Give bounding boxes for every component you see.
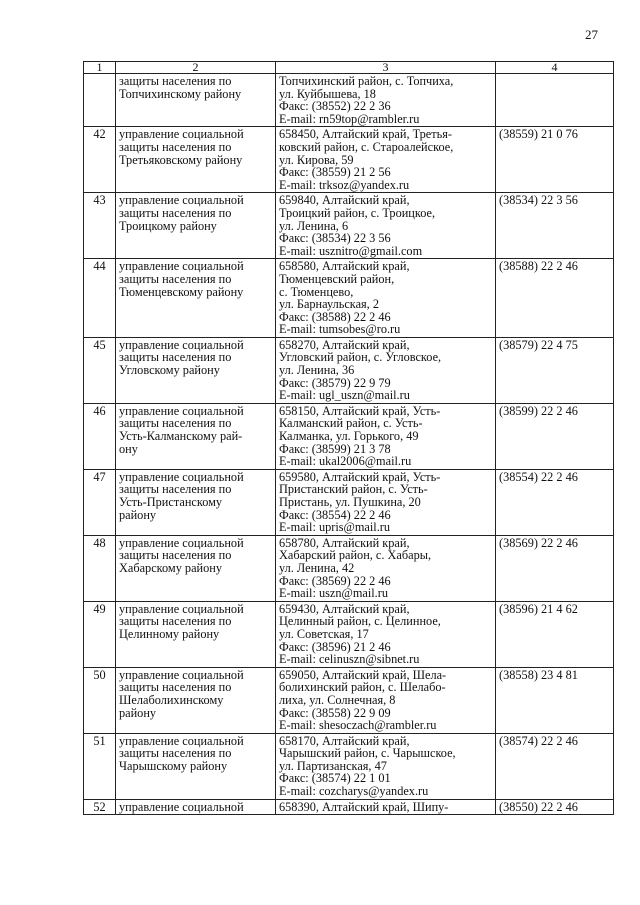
row-number: 47 bbox=[84, 469, 116, 535]
agency-name bbox=[116, 535, 276, 601]
agency-address-line: Факс: (38588) 22 2 46 bbox=[279, 309, 391, 324]
agency-name-line: защиты населения по bbox=[119, 139, 232, 154]
table-row bbox=[84, 799, 614, 815]
agency-name-line: району bbox=[119, 507, 157, 522]
agency-address-line: ул. Кирова, 59 bbox=[279, 152, 354, 167]
agency-address bbox=[276, 799, 496, 815]
agency-address-line: 659430, Алтайский край, bbox=[279, 601, 410, 616]
agency-name bbox=[116, 733, 276, 799]
agency-address-line: E-mail: cozcharys@yandex.ru bbox=[279, 784, 429, 799]
agency-address-line: E-mail: trksoz@yandex.ru bbox=[279, 177, 410, 192]
agency-address bbox=[276, 193, 496, 259]
agency-name-line: защиты населения по bbox=[119, 350, 232, 365]
table-row bbox=[84, 74, 614, 127]
row-number: 46 bbox=[84, 403, 116, 469]
agency-address-line: Калманский район, с. Усть- bbox=[279, 416, 423, 431]
column-header-2: 2 bbox=[116, 62, 276, 74]
agency-address-line: E-mail: celinuszn@sibnet.ru bbox=[279, 652, 420, 667]
row-number: 43 bbox=[84, 193, 116, 259]
agency-address-line: с. Тюменцево, bbox=[279, 284, 354, 299]
agency-address-line: Пристанский район, с. Усть- bbox=[279, 482, 428, 497]
phone-number: (38574) 22 2 46 bbox=[496, 733, 614, 799]
agency-address-line: ул. Ленина, 36 bbox=[279, 363, 355, 378]
agency-name bbox=[116, 469, 276, 535]
agency-address-line: ул. Барнаульская, 2 bbox=[279, 297, 379, 312]
table-row bbox=[84, 403, 614, 469]
agency-name bbox=[116, 799, 276, 815]
agency-name-line: управление социальной bbox=[119, 733, 244, 748]
agency-name-line: защиты населения по bbox=[119, 205, 232, 220]
table-row bbox=[84, 127, 614, 193]
agency-address-line: болихинский район, с. Шелабо- bbox=[279, 680, 446, 695]
agency-name-line: ону bbox=[119, 441, 138, 456]
agency-address-line: Факс: (38558) 22 9 09 bbox=[279, 705, 391, 720]
agency-name bbox=[116, 601, 276, 667]
table-row bbox=[84, 535, 614, 601]
agency-address-line: Факс: (38554) 22 2 46 bbox=[279, 507, 391, 522]
agency-address bbox=[276, 733, 496, 799]
agency-address-line: Целинный район, с. Целинное, bbox=[279, 614, 441, 629]
agency-name-line: управление социальной bbox=[119, 193, 244, 208]
agency-name-line: Целинному району bbox=[119, 626, 220, 641]
agency-name-line: защиты населения по bbox=[119, 680, 232, 695]
agency-address-line: Тюменцевский район, bbox=[279, 271, 395, 286]
agency-name-line: защиты населения по bbox=[119, 746, 232, 761]
table-row bbox=[84, 601, 614, 667]
agency-address-line: ул. Ленина, 6 bbox=[279, 218, 349, 233]
agency-address bbox=[276, 337, 496, 403]
phone-number: (38550) 22 2 46 bbox=[496, 799, 614, 815]
agency-address-line: Угловский район, с. Угловское, bbox=[279, 350, 442, 365]
agency-address-line: E-mail: upris@mail.ru bbox=[279, 520, 391, 535]
agency-name-line: управление социальной bbox=[119, 469, 244, 484]
agency-address-line: Пристань, ул. Пушкина, 20 bbox=[279, 495, 421, 509]
agency-name-line: управление социальной bbox=[119, 259, 244, 274]
agency-name bbox=[116, 337, 276, 403]
column-header-4: 4 bbox=[496, 62, 614, 74]
row-number: 49 bbox=[84, 601, 116, 667]
agency-address bbox=[276, 601, 496, 667]
row-number: 44 bbox=[84, 259, 116, 338]
agency-name-line: управление социальной bbox=[119, 667, 244, 682]
agency-name-line: защиты населения по bbox=[119, 271, 232, 286]
column-header-3: 3 bbox=[276, 62, 496, 74]
agency-name-line: району bbox=[119, 705, 157, 720]
agency-name-line: управление социальной bbox=[119, 535, 244, 550]
agency-name bbox=[116, 667, 276, 733]
agency-address bbox=[276, 667, 496, 733]
phone-number: (38558) 23 4 81 bbox=[496, 667, 614, 733]
phone-number: (38599) 22 2 46 bbox=[496, 403, 614, 469]
agency-name-line: Тюменцевскому району bbox=[119, 284, 244, 299]
phone-number: (38569) 22 2 46 bbox=[496, 535, 614, 601]
agency-name bbox=[116, 127, 276, 193]
agency-address-line: ул. Советская, 17 bbox=[279, 626, 369, 641]
agency-address-line: Топчихинский район, с. Топчиха, bbox=[279, 74, 454, 88]
agency-address-line: E-mail: tumsobes@ro.ru bbox=[279, 322, 401, 337]
agency-address-line: 658270, Алтайский край, bbox=[279, 337, 410, 352]
column-header-1: 1 bbox=[84, 62, 116, 74]
phone-number: (38596) 21 4 62 bbox=[496, 601, 614, 667]
agency-address-line: Калманка, ул. Горького, 49 bbox=[279, 429, 419, 444]
phone-number bbox=[496, 74, 614, 127]
agency-address-line: Факс: (38599) 21 3 78 bbox=[279, 441, 391, 456]
agency-address-line: 658150, Алтайский край, Усть- bbox=[279, 403, 441, 418]
agency-address bbox=[276, 259, 496, 338]
agency-name bbox=[116, 259, 276, 338]
agency-address-line: ковский район, с. Староалейское, bbox=[279, 139, 454, 154]
phone-number: (38554) 22 2 46 bbox=[496, 469, 614, 535]
agency-name-line: защиты населения по bbox=[119, 482, 232, 497]
agency-address-line: Факс: (38596) 21 2 46 bbox=[279, 639, 391, 654]
agency-address-line: E-mail: uszn@mail.ru bbox=[279, 586, 388, 601]
agency-name-line: Чарышскому району bbox=[119, 758, 228, 773]
agency-name-line: Троицкому району bbox=[119, 218, 217, 233]
agency-name-line: управление социальной bbox=[119, 601, 244, 616]
row-number: 50 bbox=[84, 667, 116, 733]
agency-name-line: защиты населения по bbox=[119, 548, 232, 563]
phone-number: (38588) 22 2 46 bbox=[496, 259, 614, 338]
agency-address-line: 659050, Алтайский край, Шела- bbox=[279, 667, 447, 682]
agency-name-line: Угловскому району bbox=[119, 363, 220, 378]
agency-address bbox=[276, 403, 496, 469]
table-row bbox=[84, 667, 614, 733]
agency-address-line: лиха, ул. Солнечная, 8 bbox=[279, 692, 396, 707]
agency-name-line: Усть-Пристанскому bbox=[119, 495, 223, 509]
table-row bbox=[84, 337, 614, 403]
agency-address-line: Факс: (38559) 21 2 56 bbox=[279, 165, 391, 180]
agency-name-line: управление социальной bbox=[119, 127, 244, 142]
agency-address-line: ул. Куйбышева, 18 bbox=[279, 86, 376, 101]
agency-address-line: Чарышский район, с. Чарышское, bbox=[279, 746, 456, 761]
agency-name-line: защиты населения по bbox=[119, 416, 232, 431]
agency-address bbox=[276, 535, 496, 601]
agency-address-line: Троицкий район, с. Троицкое, bbox=[279, 205, 436, 220]
row-number: 51 bbox=[84, 733, 116, 799]
phone-number: (38559) 21 0 76 bbox=[496, 127, 614, 193]
registry-table bbox=[83, 61, 614, 815]
row-number: 52 bbox=[84, 799, 116, 815]
agency-name-line: Усть-Калманскому рай- bbox=[119, 429, 243, 444]
agency-address-line: Факс: (38552) 22 2 36 bbox=[279, 99, 391, 114]
agency-address-line: 658390, Алтайский край, Шипу- bbox=[279, 799, 449, 814]
row-number: 45 bbox=[84, 337, 116, 403]
agency-name bbox=[116, 193, 276, 259]
agency-address-line: ул. Ленина, 42 bbox=[279, 560, 355, 575]
phone-number: (38534) 22 3 56 bbox=[496, 193, 614, 259]
agency-name bbox=[116, 403, 276, 469]
agency-address-line: ул. Партизанская, 47 bbox=[279, 758, 387, 773]
header-row bbox=[84, 62, 614, 74]
agency-name-line: управление социальной bbox=[119, 337, 244, 352]
agency-name-line: Хабарскому району bbox=[119, 560, 222, 575]
agency-address-line: E-mail: shesoczach@rambler.ru bbox=[279, 718, 437, 733]
agency-address-line: 658450, Алтайский край, Третья- bbox=[279, 127, 452, 142]
agency-address bbox=[276, 127, 496, 193]
agency-name-line: управление социальной bbox=[119, 799, 244, 814]
agency-address-line: Факс: (38574) 22 1 01 bbox=[279, 771, 391, 786]
page-number: 27 bbox=[585, 27, 598, 42]
agency-address-line: Хабарский район, с. Хабары, bbox=[279, 548, 432, 563]
agency-address-line: 658170, Алтайский край, bbox=[279, 733, 410, 748]
agency-name-line: защиты населения по bbox=[119, 614, 232, 629]
table-row bbox=[84, 733, 614, 799]
agency-address-line: E-mail: ukal2006@mail.ru bbox=[279, 454, 412, 469]
agency-address-line: Факс: (38579) 22 9 79 bbox=[279, 375, 391, 390]
table-row bbox=[84, 193, 614, 259]
agency-name-line: Шелаболихинскому bbox=[119, 692, 224, 707]
agency-address-line: 658780, Алтайский край, bbox=[279, 535, 410, 550]
agency-address-line: E-mail: usznitro@gmail.com bbox=[279, 243, 423, 258]
agency-address-line: E-mail: ugl_uszn@mail.ru bbox=[279, 388, 410, 403]
table-row bbox=[84, 259, 614, 338]
agency-name-line: Топчихинскому району bbox=[119, 86, 242, 101]
row-number: 48 bbox=[84, 535, 116, 601]
table-row bbox=[84, 469, 614, 535]
agency-address-line: E-mail: rn59top@rambler.ru bbox=[279, 111, 420, 126]
agency-name-line: защиты населения по bbox=[119, 74, 232, 88]
agency-address-line: 659580, Алтайский край, Усть- bbox=[279, 469, 441, 484]
agency-name-line: Третьяковскому району bbox=[119, 152, 243, 167]
row-number: 42 bbox=[84, 127, 116, 193]
agency-address bbox=[276, 74, 496, 127]
agency-address-line: Факс: (38569) 22 2 46 bbox=[279, 573, 391, 588]
agency-address-line: Факс: (38534) 22 3 56 bbox=[279, 231, 391, 246]
agency-address bbox=[276, 469, 496, 535]
agency-address-line: 659840, Алтайский край, bbox=[279, 193, 410, 208]
agency-name bbox=[116, 74, 276, 127]
phone-number: (38579) 22 4 75 bbox=[496, 337, 614, 403]
row-number bbox=[84, 74, 116, 127]
agency-name-line: управление социальной bbox=[119, 403, 244, 418]
agency-address-line: 658580, Алтайский край, bbox=[279, 259, 410, 274]
